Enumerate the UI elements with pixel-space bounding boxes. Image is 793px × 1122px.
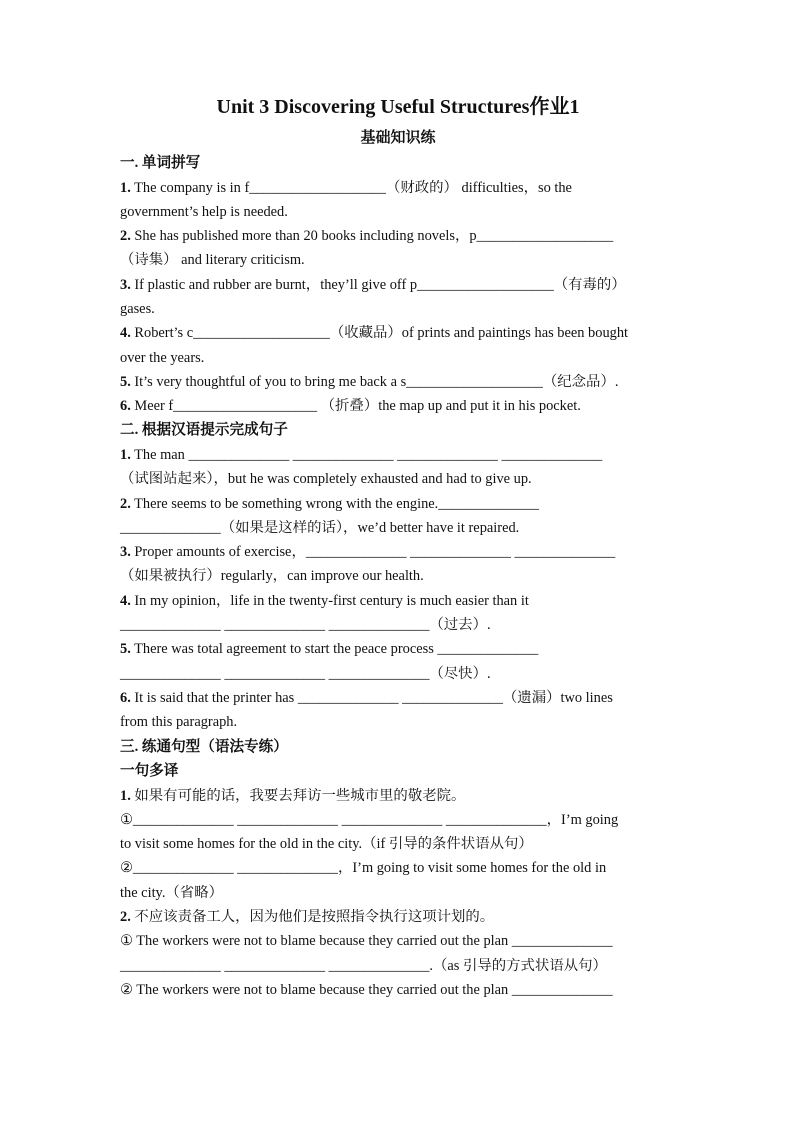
question-number: 2. bbox=[120, 495, 131, 512]
question-text: Proper amounts of exercise，______________ ______________ ______________ bbox=[130, 544, 616, 561]
answer-text-cont: ______________ ______________ ______________.（as 引导的方式状语从句） bbox=[120, 957, 607, 974]
question-item bbox=[120, 443, 676, 492]
question-item bbox=[120, 686, 676, 735]
question-text-cont: government’s help is needed. bbox=[120, 203, 288, 220]
question-text-cont: （试图站起来），but he was completely exhausted and had to give up. bbox=[120, 471, 532, 488]
question-number: 3. bbox=[120, 544, 131, 561]
question-text: It’s very thoughtful of you to bring me back a s___________________（纪念品）. bbox=[130, 373, 619, 390]
answer-option bbox=[120, 808, 676, 857]
section-heading: 一. 单词拼写 bbox=[120, 155, 201, 171]
answer-text: ②______________ ______________，I’m going to visit some homes for the old in bbox=[120, 860, 607, 877]
question-text-cont: ______________ ______________ ______________（尽快）. bbox=[120, 665, 491, 682]
question-item bbox=[120, 637, 676, 686]
question-text: Robert’s c___________________（收藏品）of prints and paintings has been bought bbox=[130, 325, 629, 342]
question-number: 5. bbox=[120, 641, 131, 658]
question-number: 1. bbox=[120, 787, 131, 804]
question-item bbox=[120, 370, 676, 394]
question-number: 6. bbox=[120, 398, 131, 415]
prompt-text: 不应该责备工人，因为他们是按照指令执行这项计划的。 bbox=[130, 909, 495, 926]
question-text-cont: from this paragraph. bbox=[120, 714, 238, 731]
question-text-cont: over the years. bbox=[120, 349, 205, 366]
question-number: 1. bbox=[120, 179, 131, 196]
section-heading: 二. 根据汉语提示完成句子 bbox=[120, 422, 288, 439]
prompt-text: 如果有可能的话，我要去拜访一些城市里的敬老院。 bbox=[130, 787, 466, 804]
question-number: 2. bbox=[120, 909, 131, 926]
section-subheading: 一句多译 bbox=[120, 763, 179, 780]
translation-prompt bbox=[120, 905, 676, 929]
answer-text-cont: the city.（省略） bbox=[120, 884, 223, 901]
question-text-cont: ______________ ______________ ______________（过去）. bbox=[120, 617, 491, 634]
worksheet-page bbox=[120, 92, 676, 1002]
question-item bbox=[120, 589, 676, 638]
question-text: She has published more than 20 books including novels，p___________________ bbox=[130, 228, 614, 245]
question-text-cont: ______________（如果是这样的话），we’d better have it repaired. bbox=[120, 519, 520, 536]
question-number: 4. bbox=[120, 592, 131, 609]
question-text: If plastic and rubber are burnt，they’ll give off p___________________（有毒的） bbox=[130, 276, 626, 293]
question-number: 6. bbox=[120, 689, 131, 706]
question-item bbox=[120, 224, 676, 273]
question-number: 4. bbox=[120, 325, 131, 342]
question-number: 1. bbox=[120, 446, 131, 463]
question-text-cont: gases. bbox=[120, 300, 155, 317]
question-text-cont: （诗集） and literary criticism. bbox=[120, 252, 305, 269]
question-number: 3. bbox=[120, 276, 131, 293]
question-text: It is said that the printer has ______________ ______________（遗漏）two lines bbox=[130, 689, 613, 706]
question-text: Meer f____________________ （折叠）the map up and put it in his pocket. bbox=[130, 398, 581, 415]
answer-text: ① The workers were not to blame because they carried out the plan ______________ bbox=[120, 933, 613, 950]
question-item bbox=[120, 273, 676, 322]
translation-prompt bbox=[120, 784, 676, 808]
question-text: There was total agreement to start the peace process ______________ bbox=[130, 641, 539, 658]
question-text: In my opinion，life in the twenty-first century is much easier than it bbox=[130, 592, 529, 609]
question-text: The company is in f___________________（财政的） difficulties，so the bbox=[130, 179, 572, 196]
question-number: 2. bbox=[120, 228, 131, 245]
question-text: The man ______________ ______________ ______________ ______________ bbox=[130, 446, 603, 463]
page-subtitle: 基础知识练 bbox=[360, 130, 436, 146]
page-title: Unit 3 Discovering Useful Structures作业1 bbox=[216, 96, 580, 118]
question-text: There seems to be something wrong with the engine.______________ bbox=[130, 495, 539, 512]
question-item bbox=[120, 492, 676, 541]
question-item bbox=[120, 540, 676, 589]
answer-text-cont: to visit some homes for the old in the city.（if 引导的条件状语从句） bbox=[120, 836, 533, 853]
answer-text: ② The workers were not to blame because they carried out the plan ______________ bbox=[120, 981, 613, 998]
question-text-cont: （如果被执行）regularly，can improve our health. bbox=[120, 568, 424, 585]
answer-option bbox=[120, 978, 676, 1002]
answer-option bbox=[120, 856, 676, 905]
section-heading: 三. 练通句型（语法专练） bbox=[120, 738, 288, 755]
question-item bbox=[120, 394, 676, 418]
answer-option bbox=[120, 929, 676, 978]
question-number: 5. bbox=[120, 373, 131, 390]
question-item bbox=[120, 176, 676, 225]
answer-text: ①______________ ______________ ______________ ______________，I’m going bbox=[120, 811, 619, 828]
question-item bbox=[120, 321, 676, 370]
